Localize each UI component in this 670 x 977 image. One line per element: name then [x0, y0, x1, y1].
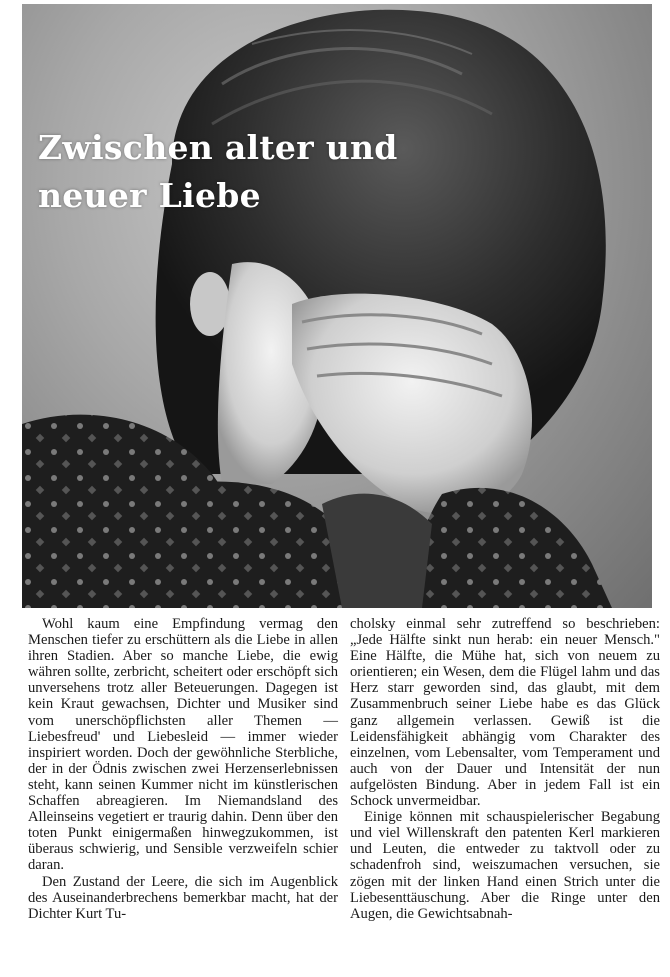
- text-column-right: [350, 616, 660, 974]
- woman-hiding-face-illustration: [22, 4, 652, 608]
- headline-line-1: Zwischen alter und: [38, 128, 398, 167]
- text-column-left: [28, 616, 338, 974]
- paragraph: Wohl kaum eine Empfindung vermag den Menschen tiefer zu erschüttern als die Liebe in allen ihren Stadien. Aber so manche Liebe, die ewig währen sollte, zerbricht, scheitert oder erschöpft sich unversehens trotz aller Beteuerungen. Dagegen ist kein Kraut gewachsen, Dichter und Musiker sind vom unerschöpflichsten aller Themen — Liebesfreud' und Liebesleid — immer wieder inspiriert worden. Doch der gewöhnliche Sterbliche, der in der Ödnis zwischen zwei Herzenserlebnissen steht, kann seinen Kummer nicht im künstlerischen Schaffen abreagieren. Im Niemandsland des Alleinseins vegetiert er traurig dahin. Denn über den toten Punkt einigermaßen hinwegzukommen, ist überaus schwierig, und Sensible verzweifeln schier daran.: [28, 616, 338, 874]
- paragraph: Den Zustand der Leere, die sich im Augenblick des Auseinanderbrechens bemerkbar macht, hat der Dichter Kurt Tu-: [28, 873, 338, 922]
- article-photo: [22, 4, 652, 608]
- paragraph: cholsky einmal sehr zutreffend so beschrieben: „Jede Hälfte sinkt nun herab: ein neuer Mensch." Eine Hälfte, die Mühe hat, sich von neuem zu orientieren; ein Wesen, dem die Flügel lahm und das Herz starr geworden sind, das glaubt, mit dem Zusammenbruch seiner Liebe habe es das Glück ganz allgemein verlassen. Gewiß ist die Leidensfähigkeit abhängig vom Charakter des einzelnen, vom Lebensalter, vom Temperament und auch von der Dauer und Intensität der nun aufgelösten Bindung. Aber in jedem Fall ist ein Schock unvermeidbar.: [350, 616, 660, 810]
- paragraph: Einige können mit schauspielerischer Begabung und viel Willenskraft den patenten Kerl markieren und Leuten, die entweder zu taktvoll oder zu schadenfroh sind, weiszumachen versuchen, sie zögen mit der linken Hand einen Strich unter die Liebesenttäuschung. Aber die Ringe unter den Augen, die Gewichtsabnah-: [350, 809, 660, 922]
- headline-line-2: neuer Liebe: [38, 176, 261, 215]
- article-headline: [38, 124, 398, 220]
- article-body: [28, 616, 664, 974]
